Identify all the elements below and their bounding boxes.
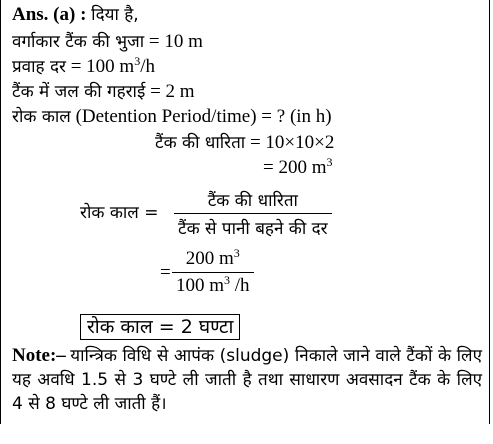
substitution-eq: = <box>160 262 171 283</box>
given-detention <box>12 106 332 128</box>
side-label: वर्गाकार टैंक की भुजा <box>12 32 145 52</box>
answer-label: Ans. (a) : <box>12 4 87 25</box>
result-box: रोक काल = 2 घण्टा <box>80 314 240 340</box>
given-side <box>12 31 203 53</box>
given-depth <box>12 81 195 103</box>
note-paragraph <box>12 344 482 416</box>
capacity-line <box>155 132 334 154</box>
formula-numerator: टैंक की धारिता <box>207 191 298 211</box>
formula-fraction <box>174 188 332 239</box>
note-label: Note:– <box>12 345 66 366</box>
substitution-denominator: 100 $m^3$ /h <box>176 273 250 296</box>
given-flow <box>12 56 155 78</box>
flow-value: = 100 $m^3/h$ <box>70 54 155 77</box>
capacity-expr: = 10×10×2 <box>249 132 335 153</box>
formula-denominator: टैंक से पानी बहने की दर <box>178 219 328 239</box>
depth-label: टैंक में जल की गहराई <box>12 82 146 102</box>
detention-question: (Detention Period/time) = ? (in h) <box>75 106 332 127</box>
depth-value: = 2 m <box>150 81 195 102</box>
capacity-result: = 200 $m^3$ <box>263 155 333 178</box>
formula-lhs: रोक काल = <box>80 203 159 223</box>
flow-label: प्रवाह दर <box>12 57 66 77</box>
substitution-numerator: 200 $m^3$ <box>185 246 240 269</box>
answer-heading <box>12 4 139 26</box>
detention-label: रोक काल <box>12 107 71 127</box>
substitution-fraction <box>172 248 254 297</box>
side-value: = 10 m <box>148 31 203 52</box>
note-text: यान्त्रिक विधि से आपंक (sludge) निकाले जाने वाले टैंकों के लिए यह अवधि 1.5 से 3 घण्टे ली जाती है तथा साधारण अवसादन टैंक के लिए 4 से 8 घण्टे ली जाती हैं। <box>12 346 482 414</box>
given-label: दिया है, <box>91 5 139 25</box>
capacity-label: टैंक की धारिता <box>155 133 246 153</box>
